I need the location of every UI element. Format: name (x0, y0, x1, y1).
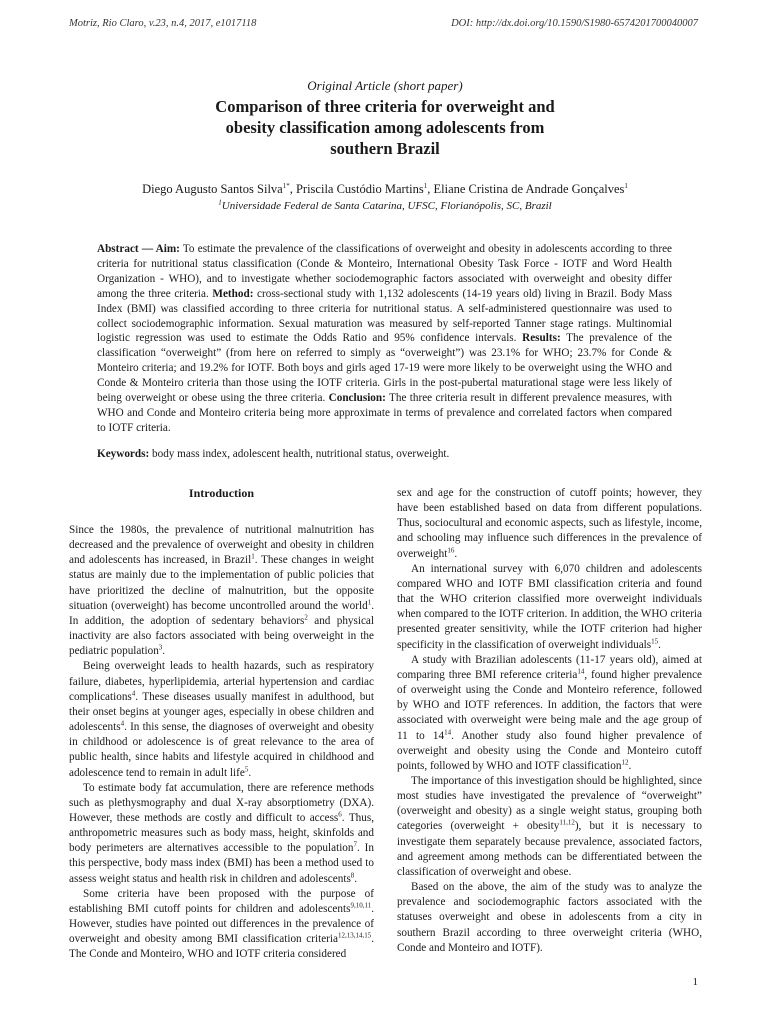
abstract-label: Abstract — (97, 243, 156, 255)
paragraph-text: Based on the above, the aim of the study was to analyze the prevalence and sociodemographic factors associated with the statuses overweight and obese in adolescents from a city in southern Brazil according to three overweight criteria (WHO, Conde and Monteiro and IOTF). (397, 881, 702, 954)
author-name: Priscila Custódio Martins (295, 182, 424, 196)
doi-link[interactable]: DOI: http://dx.doi.org/10.1590/S1980-6574201700040007 (451, 18, 698, 29)
paragraph-text: sex and age for the construction of cutoff points; however, they have been established based on data from different populations. Thus, sociocultural and economic aspects, such as lifestyle, income, and schooling may influence such differences in the prevalence of overweight (397, 487, 702, 560)
paragraph-text: . However, studies have pointed out differences in the prevalence of overweight and obesity among BMI classification criteria (69, 902, 374, 946)
results-text: The prevalence of the classification “overweight” (from here on referred to simply as “overweight”) was 23.1% for WHO; 23.7% for Conde & Monteiro criteria; and 19.2% for IOTF. Both boys and girls aged 17-19 were more likely to be overweight using the WHO and Conde & Monteiro criteria than those using the IOTF criteria. Girls in the post-pubertal maturational stage were less likely of being overweight or obese using the three criteria. (97, 332, 672, 405)
citation-sup: 9,10,11 (350, 901, 372, 910)
paragraph-text: . (454, 547, 458, 560)
title-line: Comparison of three criteria for overweight and (215, 97, 555, 116)
paragraph-text: . Thus, anthropometric measures such as body mass, height, skinfolds and body perimeters are alternatives accessible to the population (69, 811, 374, 855)
page-number: 1 (692, 976, 698, 988)
paragraph-text: . Another study also found higher prevalence of overweight and obesity using the Conde and Monteiro cutoff points, followed by WHO and IOTF classification (397, 729, 702, 772)
abstract (97, 242, 672, 436)
citation-sup: 1 (251, 552, 255, 561)
citation-sup: 7 (353, 840, 357, 849)
body-paragraph (397, 774, 702, 880)
citation-sup: 2 (304, 613, 308, 622)
citation-sup: 12 (621, 758, 629, 767)
citation-sup: 8 (350, 870, 355, 879)
section-heading-introduction: Introduction (188, 486, 255, 500)
paragraph-text: To estimate body fat accumulation, there are reference methods such as plethysmography and dual X-ray absorptiometry (DXA). However, these methods are costly and difficult to access (69, 781, 374, 824)
paragraph-text: . (248, 766, 252, 779)
title-line: southern Brazil (330, 139, 440, 158)
paragraph-text: ), but it is necessary to investigate them separately because prevalence, associated factors, and agreement among methods can be differentiated between the classification of overweight and obese. (397, 820, 702, 878)
article-title (0, 96, 770, 159)
citation-sup: 4 (120, 719, 125, 728)
title-line: obesity classification among adolescents from (225, 118, 545, 137)
paragraph-text: An international survey with 6,070 children and adolescents compared WHO and IOTF BMI classification criteria and found that the WHO criterion classified more overweight individuals when compared to the IOTF criterion. In addition, the WHO criteria presented greater sensitivity, while the IOTF criterion had higher specificity in the classification of overweight individuals (397, 562, 702, 651)
paragraph-text: The importance of this investigation should be highlighted, since most studies have investigated the prevalence of “overweight” (overweight and obesity) as a single weight status, grouping both categories (overweight + obesity (397, 774, 702, 833)
paragraph-text: , found higher prevalence of overweight using the Conde and Monteiro reference, followed by WHO and IOTF references. In addition, the factors that were associated with overweight were being male and the age group of 11 to 14 (397, 668, 703, 742)
paragraph-text: . These diseases usually manifest in adulthood, but their onset begins at younger ages, especially in obese children and adolescents (69, 690, 374, 734)
body-paragraph (69, 781, 374, 887)
affiliation (0, 200, 770, 212)
author-name: Diego Augusto Santos Silva (142, 182, 283, 196)
paragraph-text: . These changes in weight status are mainly due to the implementation of public policies that have prioritized the decline of malnutrition, but the opposite situation (overweight) has become uncontrolled around the world (69, 554, 374, 612)
method-text: cross-sectional study with 1,132 adolescents (14-19 years old) living in Brazil. Body Mass Index (BMI) was classified according to three criteria for nutritional status. A self-administered questionnaire was used to collect sociodemographic information. Sexual maturation was measured by self-reported Tanner stage ratings. Multinomial logistic regression was used to estimate the Odds Ratio and 95% confidence intervals. (97, 287, 672, 345)
aim-text: To estimate the prevalence of the classifications of overweight and obesity in adolescents according to three criteria for nutritional status classification (Conde & Monteiro, International Obesity Task Force - IOTF and Word Health Organization - WHO), and to investigate whether sociodemographic factors associated with overweight and obesity differ among the three criteria. (97, 243, 672, 300)
citation-sup: 16 (447, 545, 455, 554)
citation-sup: 15 (651, 636, 659, 645)
keywords-text: body mass index, adolescent health, nutritional status, overweight. (149, 448, 450, 460)
citation-sup: 11,12 (559, 818, 575, 827)
conclusion-text: The three criteria result in different prevalence measures, with WHO and Conde and Monteiro criteria being more approximate in terms of prevalence and correlated factors when compared to IOTF criteria. (97, 392, 673, 434)
author-sup: 1 (624, 181, 628, 190)
paragraph-text: . In addition, the adoption of sedentary behaviors (69, 599, 374, 627)
paragraph-text: Being overweight leads to health hazards, such as respiratory failure, diabetes, hyperlipidemia, arterial hypertension and cardiac complications (69, 660, 374, 703)
author-name: Eliane Cristina de Andrade Gonçalves (433, 182, 625, 196)
article-type: Original Article (short paper) (307, 78, 463, 93)
citation-sup: 14 (577, 667, 585, 676)
paragraph-text: . (162, 645, 166, 658)
paragraph-text: Some criteria have been proposed with the purpose of establishing BMI cutoff points for children and adolescents (69, 887, 374, 915)
body-paragraph (397, 562, 702, 653)
paragraph-text: . (628, 759, 632, 772)
citation-sup: 4 (131, 688, 136, 697)
citation-sup: 6 (338, 810, 342, 819)
paragraph-text: . (354, 872, 358, 885)
citation-sup: 1 (367, 598, 372, 607)
method-label: Method: (212, 287, 254, 300)
affiliation-sup: 1 (218, 198, 222, 207)
author-sup: 1* (282, 181, 290, 190)
results-label: Results: (522, 332, 561, 345)
paragraph-text: and physical inactivity are also factors associated with being overweight in the pediatric population (69, 614, 375, 658)
paragraph-text: . In this perspective, body mass index (BMI) has been a method used to assess weight status and health risk in children and adolescents (69, 842, 374, 885)
body-paragraph (397, 653, 702, 774)
paragraph-text: . (658, 638, 661, 651)
journal-citation: Motriz, Rio Claro, v.23, n.4, 2017, e1017118 (69, 18, 257, 29)
citation-sup: 3 (158, 643, 163, 652)
keywords-label: Keywords: (97, 448, 150, 460)
body-paragraph (69, 523, 374, 659)
right-column (397, 486, 702, 956)
citation-sup: 5 (244, 764, 249, 773)
body-paragraph (397, 880, 702, 956)
author-list: Diego Augusto Santos Silva$^{1*}$, Priscila Custódio Martins$^1$, Eliane Cristina de Andrade Gonçalves$^1$ (142, 181, 628, 196)
body-paragraph (397, 486, 702, 562)
keywords (97, 448, 672, 460)
paragraph-text: . The Conde and Monteiro, WHO and IOTF criteria considered (69, 933, 374, 961)
aim-label: Aim: (155, 243, 180, 255)
paragraph-text: A study with Brazilian adolescents (11-17 years old), aimed at comparing three BMI reference criteria (397, 653, 702, 681)
paragraph-text: Since the 1980s, the prevalence of nutritional malnutrition has decreased and the prevalence of overweight and obesity in children and adolescents has increased, in Brazil (69, 524, 374, 567)
citation-sup: 14 (444, 727, 452, 736)
affiliation-text: Universidade Federal de Santa Catarina, UFSC, Florianópolis, SC, Brazil (221, 200, 552, 212)
body-paragraph (69, 887, 374, 963)
citation-sup: 12,13,14,15 (337, 931, 372, 940)
conclusion-label: Conclusion: (328, 392, 386, 405)
body-paragraph (69, 659, 374, 780)
author-sup: 1 (423, 181, 428, 190)
paragraph-text: . In this sense, the diagnoses of overweight and obesity in childhood or adolescence is of great relevance to the area of public health, since habits and lifestyle acquired in childhood and adolescence tend to remain in adult life (69, 721, 374, 779)
left-column (69, 486, 374, 963)
